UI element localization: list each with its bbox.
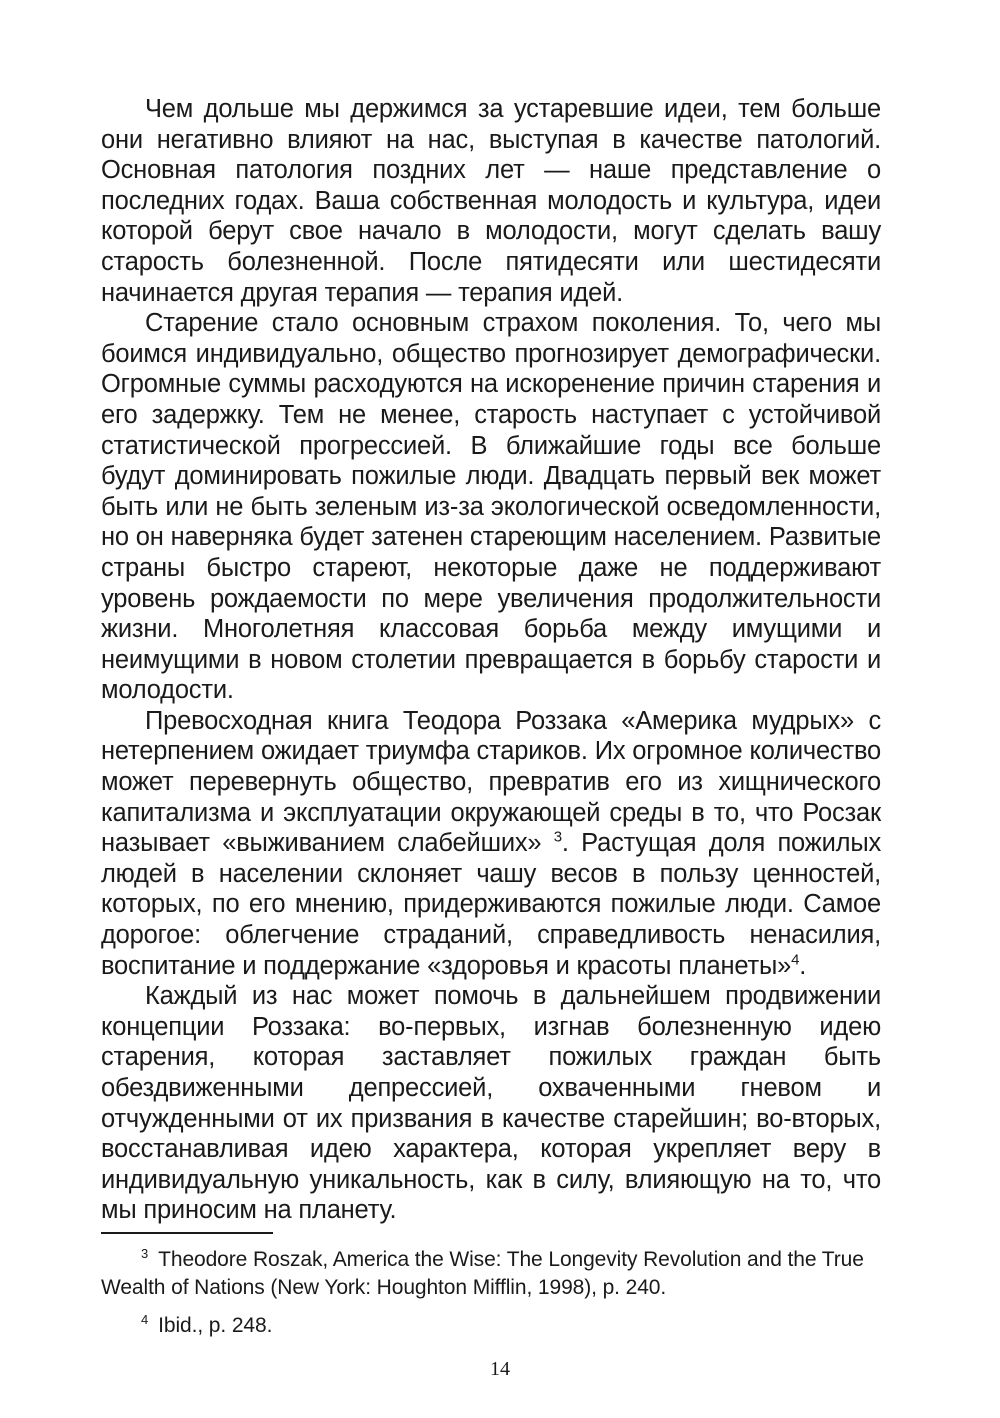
paragraph-1: Чем дольше мы держимся за устаревшие идеи, тем больше они негативно влияют на нас, выступая в качестве патологий. Основная патология поздних лет — наше представление о последних годах. Ваша собственная молодость и культура, идеи которой берут свое начало в молодости, могут сделать вашу старость болезненной. После пятидесяти или шестидесяти начинается другая терапия — терапия идей. (101, 95, 881, 307)
footnote-text: Theodore Roszak, America the Wise: The Longevity Revolution and the True Wealth of Nations (New York: Houghton Mifflin, 1998), p. 240. (101, 1248, 864, 1299)
paragraph-3-text-a: Превосходная книга Теодора Роззака «Америка мудрых» с нетерпением ожидает триумфа стариков. Их огромное количество может перевернуть общество, превратив его из хищнического капитализма и эксплуатации окружающей среды в то, что Росзак называет «выживанием слабейших» (101, 706, 881, 858)
paragraph-4: Каждый из нас может помочь в дальнейшем продвижении концепции Роззака: во-первых, изгнав болезненную идею старения, которая заставляет пожилых граждан быть обездвиженными депрессией, охваченными гневом и отчужденными от их призвания в качестве старейшин; во-вторых, восстанавливая идею характера, которая укрепляет веру в индивидуальную уникальность, как в силу, влияющую на то, что мы приносим на планету. (101, 982, 881, 1225)
main-text (101, 94, 881, 1226)
footnote-3 (101, 1246, 881, 1302)
paragraph-3 (101, 706, 881, 981)
paragraph-3-text-b: . Растущая доля пожилых людей в населении склоняет чашу весов в пользу ценностей, которых, по его мнению, придерживаются пожилые люди. Самое дорогое: облегчение страданий, справедливость ненасилия, воспитание и поддержание «здоровья и красоты планеты» (101, 829, 882, 980)
footnotes (101, 1246, 881, 1350)
page-body (101, 94, 881, 1226)
paragraph-2: Старение стало основным страхом поколения. То, чего мы боимся индивидуально, общество прогнозирует демографически. Огромные суммы расходуются на искоренение причин старения и его задержку. Тем не менее, старость наступает с устойчивой статистической прогрессией. В ближайшие годы все больше будут доминировать пожилые люди. Двадцать первый век может быть или не быть зеленым из-за экологической осведомленности, но он наверняка будет затенен стареющим населением. Развитые страны быстро стареют, некоторые даже не поддерживают уровень рождаемости по мере увеличения продолжительности жизни. Многолетняя классовая борьба между имущими и неимущими в новом столетии превращается в борьбу старости и молодости. (101, 309, 881, 705)
paragraph-3-text-c: . (799, 951, 807, 980)
footnote-divider (101, 1232, 273, 1234)
footnote-ref-3[interactable]: 3 (553, 828, 562, 846)
footnote-ref-4[interactable]: 4 (791, 951, 800, 969)
footnote-number: 4 (141, 1312, 149, 1327)
page-number: 14 (490, 1358, 510, 1380)
footnote-number: 3 (141, 1246, 149, 1261)
footnote-text: Ibid., p. 248. (158, 1314, 273, 1337)
footnote-4 (101, 1312, 881, 1340)
